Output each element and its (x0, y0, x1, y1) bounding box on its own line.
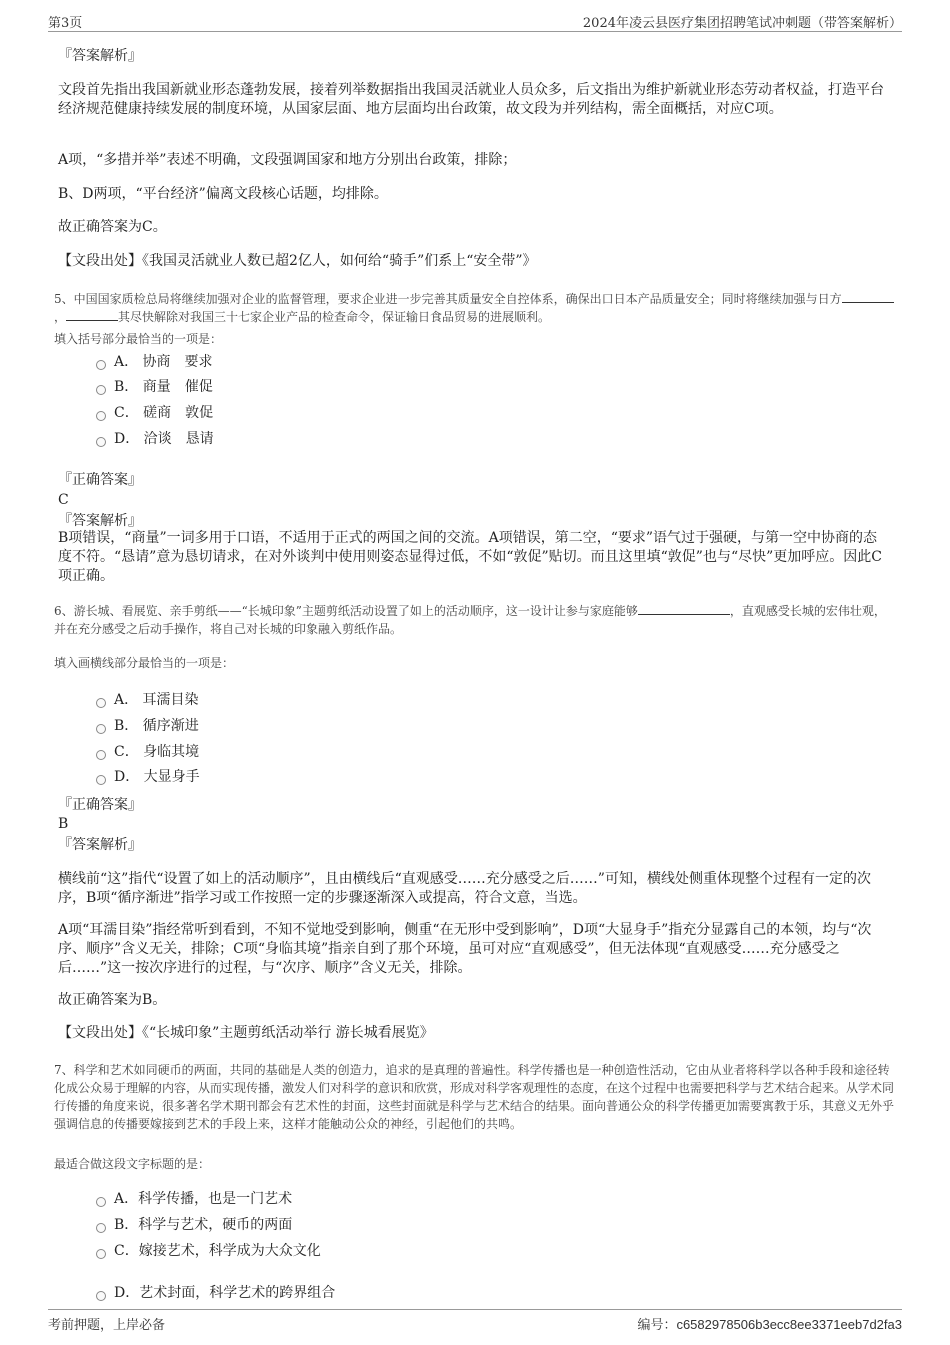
radio-icon[interactable] (96, 724, 106, 734)
q6-conclusion: 故正确答案为B。 (58, 992, 167, 1008)
q5-blank-1 (842, 290, 894, 303)
q6-option-b[interactable]: B． 循序渐进 (96, 717, 199, 735)
q7-option-c[interactable]: C．嫁接艺术，科学成为大众文化 (96, 1242, 321, 1260)
q5-analysis-label: 『答案解析』 (58, 513, 142, 529)
footer-divider (48, 1309, 902, 1310)
radio-icon[interactable] (96, 775, 106, 785)
q7-option-b[interactable]: B．科学与艺术，硬币的两面 (96, 1216, 292, 1234)
radio-icon[interactable] (96, 437, 106, 447)
radio-icon[interactable] (96, 698, 106, 708)
q5-option-a[interactable]: A． 协商 要求 (96, 353, 213, 371)
q6-option-c[interactable]: C． 身临其境 (96, 743, 199, 761)
q6-answer: B (58, 816, 69, 832)
q7-stem: 最适合做这段文字标题的是： (54, 1157, 211, 1171)
prev-analysis-para2: A项，“多措并举”表述不明确，文段强调国家和地方分别出台政策，排除； (58, 152, 517, 168)
prev-analysis-para3: B、D两项，“平台经济”偏离文段核心话题，均排除。 (58, 186, 388, 202)
radio-icon[interactable] (96, 1197, 106, 1207)
q6-analysis-label: 『答案解析』 (58, 837, 142, 853)
radio-icon[interactable] (96, 750, 106, 760)
page-number: 第3页 (48, 16, 83, 31)
q5-answer: C (58, 492, 69, 508)
q6-blank (638, 602, 730, 615)
q7-option-a[interactable]: A．科学传播，也是一门艺术 (96, 1190, 292, 1208)
q5-option-d[interactable]: D． 洽谈 恳请 (96, 430, 214, 448)
q5-answer-label: 『正确答案』 (58, 472, 142, 488)
q7-text: 7、科学和艺术如同硬币的两面，共同的基础是人类的创造力，追求的是真理的普遍性。科学传播也是一种创造性活动，它由从业者将科学以各种手段和途径转化成公众易于理解的内容，从而实现传播，激发人们对科学的意识和欣赏，形成对科学客观理性的态度，在这个过程中也需要把科学与艺术结合起来。从学术同行传播的角度来说，很多著名学术期刊都会有艺术性的封面，这些封面就是科学与艺术结合的结果。面向普通公众的科学传播更加需要寓教于乐，其意义无外乎强调信息的传播要嫁接到艺术的手段上来，这样才能触动公众的神经，引起他们的共鸣。 (54, 1063, 895, 1131)
q6-option-a[interactable]: A． 耳濡目染 (96, 691, 199, 709)
q5-option-b[interactable]: B． 商量 催促 (96, 378, 213, 396)
radio-icon[interactable] (96, 360, 106, 370)
radio-icon[interactable] (96, 385, 106, 395)
q6-source: 【文段出处】《“长城印象”主题剪纸活动举行 游长城看展览》 (58, 1025, 434, 1041)
q6-option-d[interactable]: D． 大显身手 (96, 768, 200, 786)
document-id: 编号：c6582978506b3ecc8ee3371eeb7d2fa3 (637, 1317, 902, 1332)
q6-text: 6、游长城、看展览、亲手剪纸——“长城印象”主题剪纸活动设置了如上的活动顺序，这一设计让参与家庭能够 ，直观感受长城的宏伟壮观，并在充分感受之后动手操作，将自己对长城的印象融入剪纸作品。 (54, 604, 886, 636)
header-divider (48, 31, 902, 32)
prev-conclusion: 故正确答案为C。 (58, 219, 167, 235)
radio-icon[interactable] (96, 1291, 106, 1301)
radio-icon[interactable] (96, 1223, 106, 1233)
radio-icon[interactable] (96, 411, 106, 421)
q6-stem: 填入画横线部分最恰当的一项是： (54, 656, 235, 670)
q5-blank-2 (66, 308, 118, 321)
q5-text: 5、中国国家质检总局将继续加强对企业的监督管理，要求企业进一步完善其质量安全自控体系，确保出口日本产品质量安全；同时将继续加强与日方， 其尽快解除对我国三十七家企业产品的检查命令，保证输日食品贸易的进展顺利。 (54, 290, 896, 326)
q6-analysis-para2: A项“耳濡目染”指经常听到看到，不知不觉地受到影响，侧重“在无形中受到影响”，D项“大显身手”指充分显露自己的本领，均与“次序、顺序”含义无关，排除；C项“身临其境”指亲自到了那个环境，虽可对应“直观感受”，但无法体现“直观感受……充分感受之后……”这一按次序进行的过程，与“次序、顺序”含义无关，排除。 (58, 922, 872, 976)
q6-answer-label: 『正确答案』 (58, 797, 142, 813)
prev-analysis-para1: 文段首先指出我国新就业形态蓬勃发展，接着列举数据指出我国灵活就业人员众多，后文指出为维护新就业形态劳动者权益，打造平台经济规范健康持续发展的制度环境，从国家层面、地方层面均出台政策，故文段为并列结构，需全面概括，对应C项。 (58, 82, 884, 117)
q6-analysis-para1: 横线前“这”指代“设置了如上的活动顺序”，且由横线后“直观感受……充分感受之后……”可知，横线处侧重体现整个过程有一定的次序，B项“循序渐进”指学习或工作按照一定的步骤逐渐深入或提高，符合文意，当选。 (58, 871, 871, 906)
prev-source: 【文段出处】《我国灵活就业人数已超2亿人，如何给“骑手”们系上“安全带”》 (58, 253, 537, 269)
prev-analysis-label: 『答案解析』 (58, 48, 142, 64)
q5-analysis: B项错误，“商量”一词多用于口语，不适用于正式的两国之间的交流。A项错误，第二空，“要求”语气过于强硬，与第一空中协商的态度不符。“恳请”意为恳切请求，在对外谈判中使用则姿态显得过低，不如“敦促”贴切。而且这里填“敦促”也与“尽快”更加呼应。因此C项正确。 (58, 530, 882, 584)
document-title: 2024年凌云县医疗集团招聘笔试冲刺题（带答案解析） (582, 16, 902, 31)
q5-stem: 填入括号部分最恰当的一项是： (54, 332, 223, 346)
radio-icon[interactable] (96, 1249, 106, 1259)
footer-slogan: 考前押题，上岸必备 (48, 1318, 166, 1333)
q7-option-d[interactable]: D．艺术封面，科学艺术的跨界组合 (96, 1284, 335, 1302)
q5-option-c[interactable]: C． 磋商 敦促 (96, 404, 213, 422)
